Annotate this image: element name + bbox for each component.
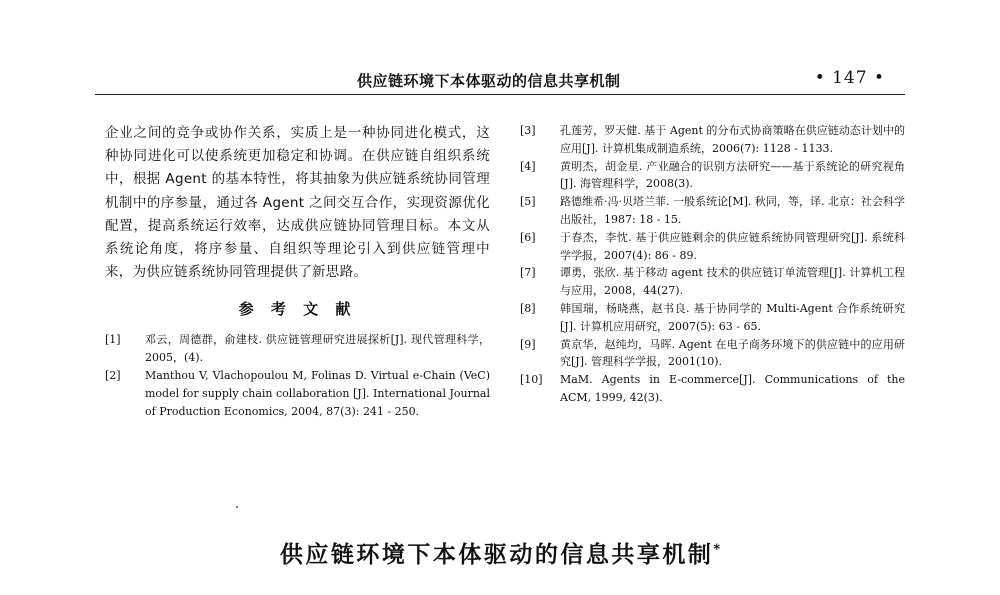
reference-item: [520, 122, 905, 158]
reference-number: [1]: [105, 333, 121, 347]
reference-item: [520, 229, 905, 265]
reference-item: [105, 331, 490, 367]
reference-number: [3]: [520, 124, 536, 137]
reference-item: [520, 264, 905, 300]
right-column: [520, 122, 905, 407]
reference-item: [520, 371, 905, 407]
body-paragraph: 企业之间的竞争或协作关系，实质上是一种协同进化模式，这种协同进化可以使系统更加稳定和协调。在供应链自组织系统中，根据 Agent 的基本特性，将其抽象为供应链系统协同管理机制中的序参量，通过各 Agent 之间交互合作，实现资源优化配置，提高系统运行效率，达成供应链协同管理目标。本文从系统论角度，将序参量、自组织等理论引入到供应链管理中来，为供应链系统协同管理提供了新思路。: [105, 125, 490, 281]
reference-item: [520, 158, 905, 194]
article-title: [0, 536, 1000, 569]
reference-number: [2]: [105, 369, 121, 383]
reference-text: 黄明杰，胡金星. 产业融合的识别方法研究——基于系统论的研究视角[J]. 海管理科学，2008(3).: [560, 159, 905, 191]
reference-number: [5]: [520, 195, 536, 209]
article-title-text: 供应链环境下本体驱动的信息共享机制: [279, 542, 714, 568]
reference-text: 孔莲芳，罗天健. 基于 Agent 的分布式协商策略在供应链动态计划中的应用[J]. 计算机集成制造系统，2006(7): 1128 - 1133.: [560, 124, 905, 155]
reference-number: [9]: [520, 337, 536, 351]
reference-text: 韩国瑞，杨晓燕，赵书良. 基于协同学的 Multi-Agent 合作系统研究[J]. 计算机应用研究，2007(5): 63 - 65.: [560, 301, 905, 333]
reference-text: 路德维希·冯·贝塔兰菲. 一般系统论[M]. 秋同，等，译. 北京：社会科学出版社，1987: 18 - 15.: [560, 195, 905, 226]
reference-number: [10]: [520, 373, 543, 387]
reference-number: [8]: [520, 301, 536, 315]
reference-number: [4]: [520, 159, 536, 173]
reference-text: 谭勇，张欣. 基于移动 agent 技术的供应链订单流管理[J]. 计算机工程与应用，2008，44(27).: [560, 266, 905, 298]
running-title: 供应链环境下本体驱动的信息共享机制: [357, 72, 621, 90]
reference-item: [105, 367, 490, 420]
reference-text: MaM. Agents in E-commerce[J]. Communications of the ACM, 1999, 42(3).: [560, 373, 905, 404]
reference-text: 邓云，周德群，俞建枝. 供应链管理研究进展探析[J]. 现代管理科学，2005，(4).: [145, 333, 490, 365]
reference-text: 黄京华，赵纯均，马晖. Agent 在电子商务环境下的供应链中的应用研究[J]. 管理科学学报，2001(10).: [560, 337, 905, 369]
reference-text: Manthou V, Vlachopoulou M, Folinas D. Virtual e-Chain (VeC) model for supply chain collaboration [J]. International Journal of Production Economics, 2004, 87(3): 241 - 250.: [145, 369, 491, 418]
left-column: [105, 122, 490, 420]
reference-number: [6]: [520, 230, 536, 244]
reference-item: [520, 300, 905, 336]
footnote-mark: *: [713, 542, 721, 558]
running-header: [95, 62, 905, 96]
page-number: • 147 •: [814, 68, 885, 88]
scan-speck: [236, 506, 238, 508]
reference-number: [7]: [520, 266, 536, 280]
reference-item: [520, 193, 905, 229]
header-rule: [95, 94, 905, 95]
reference-text: 于春杰，李忱. 基于供应链剩余的供应链系统协同管理研究[J]. 系统科学学报，2007(4): 86 - 89.: [560, 230, 905, 262]
references-heading: 参 考 文 献: [238, 300, 357, 319]
reference-item: [520, 336, 905, 372]
